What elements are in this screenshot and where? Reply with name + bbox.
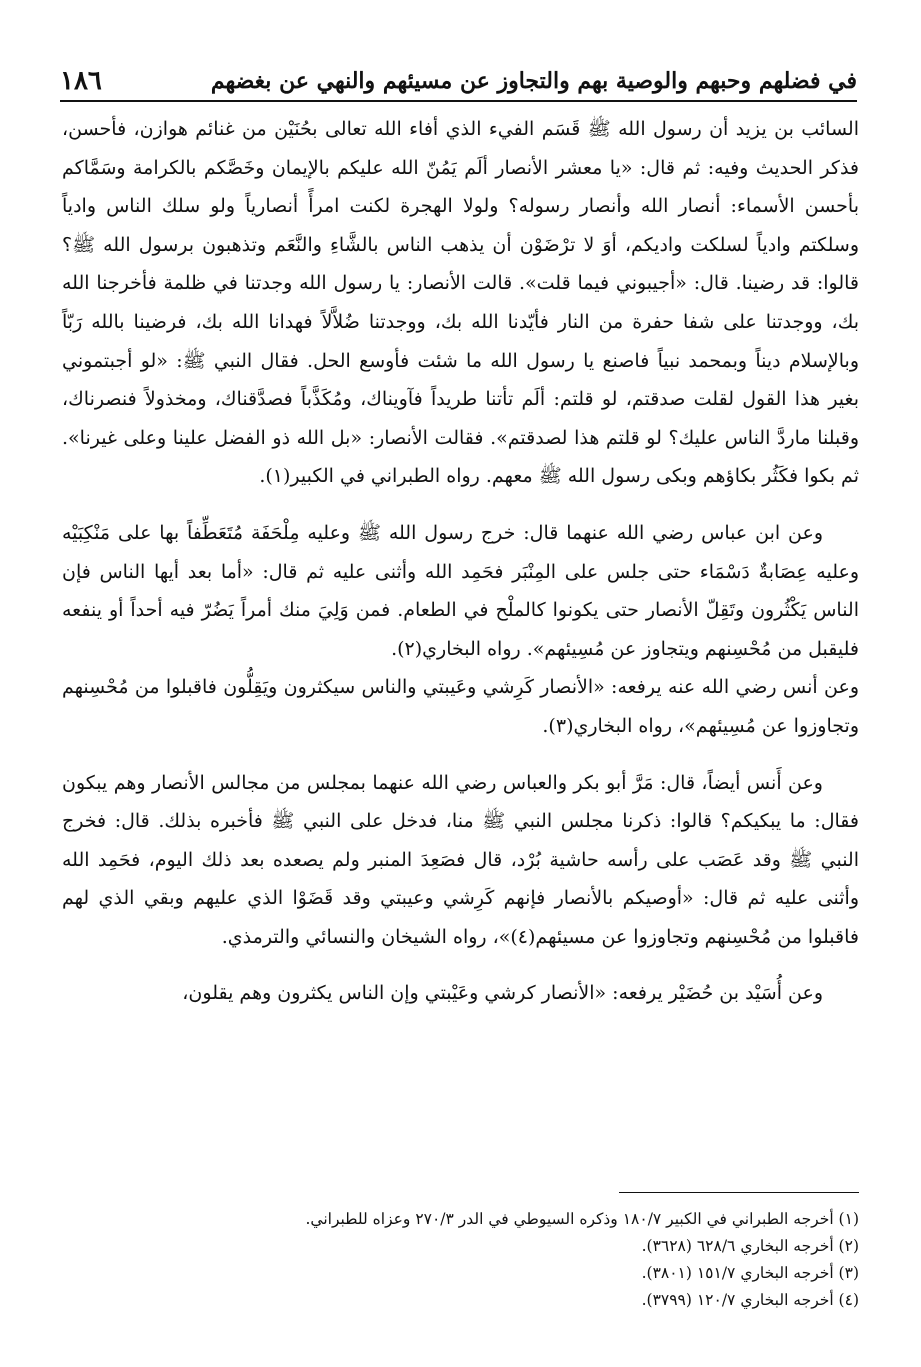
page-number: ١٨٦ (60, 66, 102, 96)
footnote-divider (619, 1192, 859, 1193)
page-header (60, 56, 857, 102)
paragraph-ibn-abbas-hadith: وعن ابن عباس رضي الله عنهما قال: خرج رسول الله ﷺ وعليه مِلْحَفَة مُتَعَطِّفاً بها على مَنْكِبَيْه وعليه عِصَابةٌ دَسْمَاء حتى جلس على المِنْبَر فحَمِد الله وأثنى عليه ثم قال: «أما بعد أيها الناس فإن الناس يَكْثُرون وتَقِلّ الأنصار حتى يكونوا كالملْح في الطعام. فمن وَلِيَ منك أمراً يَضُرّ فيه أحداً أو ينفعه فليقبل من مُحْسِنهم ويتجاوز عن مُسِيئهم». رواه البخاري(٢). (62, 521, 859, 660)
footnote-1: (١) أخرجه الطبراني في الكبير ١٨٠/٧ وذكره السيوطي في الدر ٢٧٠/٣ وعزاه للطبراني. (305, 1210, 859, 1228)
footnote-2: (٢) أخرجه البخاري ٦٢٨/٦ (٣٦٢٨). (641, 1237, 859, 1255)
paragraph-saib-hadith: السائب بن يزيد أن رسول الله ﷺ قَسَم الفيء الذي أفاء الله تعالى بحُنَيْن من غنائم هوازن، فأحسن، فذكر الحديث وفيه: ثم قال: «يا معشر الأنصار ألَم يَمُنّ الله عليكم بالإيمان وخَصَّكم بالكرامة وسَمَّاكم بأحسن الأسماء: أنصار الله وأنصار رسوله؟ ولولا الهجرة لكنت امرأً أنصارياً ولو سلك الناس وادياً وسلكتم وادياً لسلكت واديكم، أوَ لا ترْضَوْن أن يذهب الناس بالشَّاءِ والنَّعَم وتذهبون برسول الله ﷺ؟ قالوا: قد رضينا. قال: «أجيبوني فيما قلت». قالت الأنصار: يا رسول الله وجدتنا في ظلمة فأخرجنا الله بك، ووجدتنا على شفا حفرة من النار فأيّدنا الله بك، ووجدتنا ضُلاَّلاً فهدانا الله بك، فرضينا بالله رَبّاً وبالإسلام ديناً وبمحمد نبياً فاصنع يا رسول الله ما شئت فأوسع الحل. فقال النبي ﷺ: «لو أجبتموني بغير هذا القول لقلت صدقتم، لو قلتم: ألَم تأتنا طريداً فآويناك، ومُكَذَّباً فصدَّقناك، ومخذولاً فنصرناك، وقبلنا ماردَّ الناس عليك؟ لو قلتم هذا لصدقتم». فقالت الأنصار: «بل الله ذو الفضل علينا وعلى غيرنا». ثم بكوا فكَثُر بكاؤهم وبكى رسول الله ﷺ معهم. رواه الطبراني في الكبير(١). (62, 118, 859, 488)
footnotes (62, 1206, 859, 1314)
paragraph-anas-hadith: وعن أنس رضي الله عنه يرفعه: «الأنصار كَرِشي وعَيبتي والناس سيكثرون ويَقِلُّون فاقبلوا من مُحْسِنهم وتجاوزوا عن مُسِيئهم»، رواه البخاري(٣). (62, 676, 859, 737)
footnote-3: (٣) أخرجه البخاري ١٥١/٧ (٣٨٠١). (641, 1264, 859, 1282)
paragraph-anas-second-hadith: وعن أَنس أيضاً، قال: مَرَّ أبو بكر والعباس رضي الله عنهما بمجلس من مجالس الأنصار وهم يبكون فقال: ما يبكيكم؟ قالوا: ذكرنا مجلس النبي ﷺ منا، فدخل على النبي ﷺ فأخبره بذلك. قال: فخرج النبي ﷺ وقد عَصَب على رأسه حاشية بُرْد، قال فصَعِدَ المنبر ولم يصعده بعد ذلك اليوم، فحَمِد الله وأثنى عليه ثم قال: «أوصيكم بالأنصار فإنهم كَرِشي وعيبتي وقد قَضَوْا الذي عليهم وبقي الذي لهم فاقبلوا من مُحْسِنهم وتجاوزوا عن مسيئهم(٤)»، رواه الشيخان والنسائي والترمذي. (62, 771, 859, 948)
footnote-4: (٤) أخرجه البخاري ١٢٠/٧ (٣٧٩٩). (641, 1291, 859, 1309)
paragraph-usayd-hadith: وعن أُسَيْد بن حُضَيْر يرفعه: «الأنصار كرشي وعَيْبتي وإن الناس يكثرون وهم يقلون، (182, 982, 823, 1005)
main-text (62, 110, 859, 1013)
running-title: في فضلهم وحبهم والوصية بهم والتجاوز عن مسيئهم والنهي عن بغضهم (210, 68, 857, 94)
